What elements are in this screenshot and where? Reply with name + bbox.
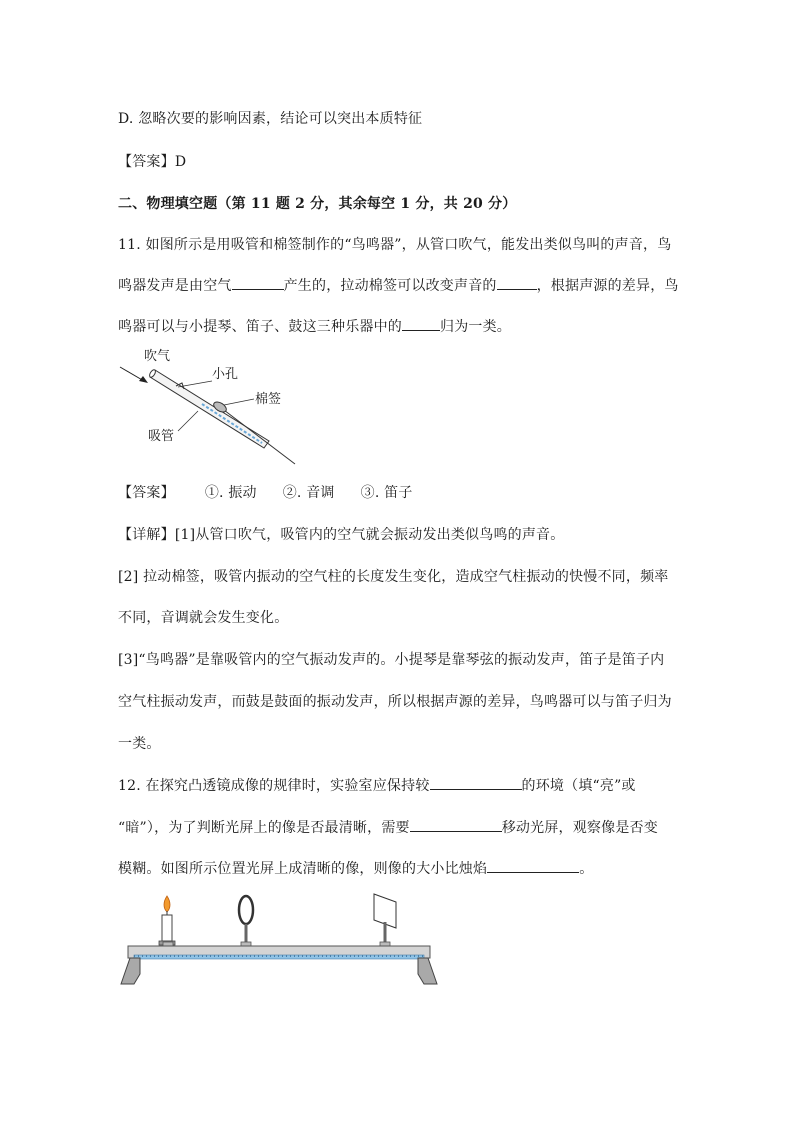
bench-rail — [121, 946, 437, 984]
q10-answer — [118, 151, 186, 171]
q11-line1: 11. 如图所示是用吸管和棉签制作的“鸟鸣器”，从管口吹气，能发出类似鸟叫的声音，鸟 — [118, 237, 672, 253]
blank-1[interactable] — [232, 275, 284, 290]
leader-line-swab — [224, 399, 254, 405]
answer-label: 【答案】 — [118, 485, 175, 501]
q12-line3-a: 模糊。如图所示位置光屏上成清晰的像，则像的大小比烛焰 — [118, 861, 488, 877]
q12-line2 — [118, 817, 658, 837]
q11-answer — [118, 482, 413, 502]
q11-line2-b: 产生的，拉动棉签可以改变声音的 — [283, 278, 497, 294]
q11-line3-b: 归为一类。 — [440, 319, 511, 335]
q11-line3-a: 鸣器可以与小提琴、笛子、鼓这三种乐器中的 — [118, 319, 402, 335]
q11-detail1 — [118, 524, 564, 544]
figure-label-swab: 棉签 — [255, 392, 282, 407]
answer-1: ①. 振动 — [204, 485, 257, 501]
bird-whistle-figure — [118, 343, 308, 468]
leader-line-hole — [178, 381, 212, 387]
q11-detail2a: [2] 拉动棉签，吸管内振动的空气柱的长度发生变化，造成空气柱振动的快慢不同，频率 — [118, 569, 669, 585]
optical-bench-figure — [118, 888, 438, 988]
answer-label: 【答案】 — [118, 154, 175, 170]
blank-3[interactable] — [402, 316, 440, 331]
blank-4[interactable] — [430, 775, 522, 790]
figure-label-hole: 小孔 — [212, 367, 239, 382]
detail-label: 【详解】 — [118, 527, 175, 543]
blank-5[interactable] — [410, 817, 502, 832]
blow-arrow — [120, 367, 148, 383]
q11-detail3b: 空气柱振动发声，而鼓是鼓面的振动发声，所以根据声源的差异，鸟鸣器可以与笛子归为 — [118, 694, 672, 710]
answer-value: D — [174, 154, 187, 170]
answer-2: ②. 音调 — [282, 485, 335, 501]
detail-1-text: [1]从管口吹气，吸管内的空气就会振动发出类似鸟鸣的声音。 — [174, 527, 565, 543]
candle-drawing — [159, 896, 175, 945]
figure-label-straw: 吸管 — [148, 429, 175, 444]
answer-3: ③. 笛子 — [360, 485, 413, 501]
q11-detail3c: 一类。 — [118, 736, 161, 752]
q11-detail2b: 不同，音调就会发生变化。 — [118, 610, 289, 626]
option-d: D. 忽略次要的影响因素，结论可以突出本质特征 — [118, 111, 423, 127]
q11-line3 — [118, 316, 511, 336]
q12-line1 — [118, 775, 636, 795]
blank-2[interactable] — [497, 275, 537, 290]
q12-line1-a: 12. 在探究凸透镜成像的规律时，实验室应保持较 — [118, 778, 430, 794]
q11-line2-c: ，根据声源的差异，鸟 — [536, 278, 679, 294]
q11-line2-a: 鸣器发声是由空气 — [118, 278, 232, 294]
q12-line2-a: “暗”），为了判断光屏上的像是否最清晰，需要 — [118, 820, 410, 836]
lens-drawing — [239, 896, 253, 945]
cotton-swab-drawing — [212, 400, 295, 464]
q12-line3-b: 。 — [579, 861, 594, 877]
screen-drawing — [374, 894, 396, 945]
leader-line-straw — [178, 411, 198, 431]
q12-line2-b: 移动光屏，观察像是否变 — [501, 820, 658, 836]
q11-line2 — [118, 275, 679, 295]
q11-detail3a: [3]“鸟鸣器”是靠吸管内的空气振动发声的。小提琴是靠琴弦的振动发声，笛子是笛子内 — [118, 652, 665, 668]
blank-6[interactable] — [487, 858, 579, 873]
q12-line3 — [118, 858, 593, 878]
q12-line1-b: 的环境（填“亮”或 — [521, 778, 636, 794]
figure-label-blow: 吹气 — [144, 349, 171, 364]
section-title: 二、物理填空题（第 11 题 2 分，其余每空 1 分，共 20 分） — [118, 196, 517, 212]
